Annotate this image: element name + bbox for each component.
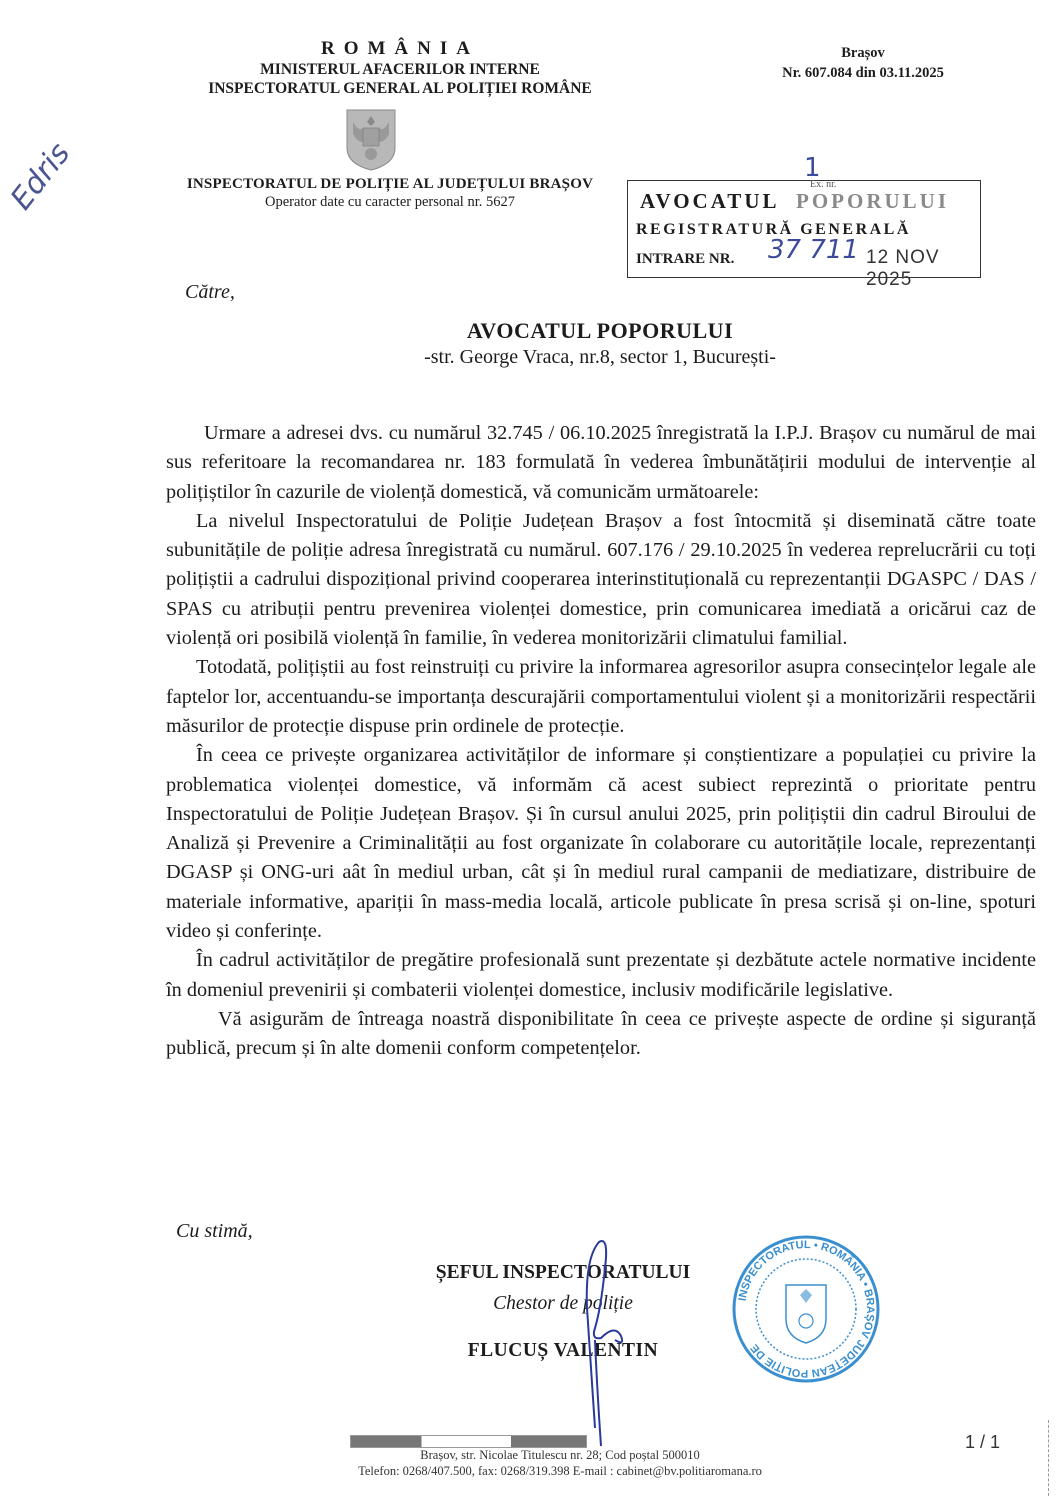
signatory-rank: Chestor de poliție [493,1293,633,1314]
body-paragraph: La nivelul Inspectoratului de Poliție Județean Brașov a fost întocmită și diseminată către toate subunitățile de poliție adresa înregistrată cu numărul. 607.176 / 29.10.2025 în vederea reprelucrării cu toți polițiștii a cadrului dispozițional privind cooperarea interinstituțională cu reprezentanții DGASPC / DAS / SPAS cu atribuții pentru prevenirea violenței domestice, prin comunicarea imediată a oricărui caz de violență ori posibilă violență în familie, în vederea monitorizării climatului familial. [166,509,1036,650]
handwritten-entry-number: 37 711 [768,235,859,265]
recipient-address: -str. George Vraca, nr.8, sector 1, București- [424,346,776,368]
footer-contact [300,1447,820,1479]
coat-of-arms-icon [345,108,397,172]
footer-address: Brașov, str. Nicolae Titulescu nr. 28; Cod poștal 500010 [420,1448,700,1462]
data-operator-number: Operator date cu caracter personal nr. 5627 [264,194,515,210]
reference-city: Brașov [841,45,885,61]
letter-body [166,419,1036,1064]
signatory-title: ȘEFUL INSPECTORATULUI [435,1262,691,1283]
signatory-name: FLUCUȘ VALENTIN [467,1340,659,1361]
stamp-entry-label: INTRARE NR. [636,251,735,267]
recipient-name: AVOCATUL POPORULUI [466,318,734,343]
stamp-title: AVOCATUL POPORULUI [640,189,949,213]
footer-phone-email: Telefon: 0268/407.500, fax: 0268/319.398 E-mail : cabinet@bv.politiaromana.ro [358,1464,762,1478]
handwritten-signature-icon [565,1228,645,1448]
recipient-block [160,318,1040,370]
registry-stamp [627,153,981,290]
letterhead-ministry: MINISTERUL AFACERILOR INTERNE [260,61,540,78]
body-paragraph: Urmare a adresei dvs. cu numărul 32.745 / 06.10.2025 înregistrată la I.P.J. Brașov cu numărul de mai sus referitoare la recomandarea nr. 183 formulată în vederea îmbunătățirii modului de intervenție al polițiștilor în cazurile de violență domestică, vă comunicăm următoarele: [166,422,1036,503]
scan-edge-line [1048,1420,1050,1496]
stamp-registry-line: REGISTRATURĂ GENERALĂ [636,221,911,238]
handwritten-copy-number: 1 [804,153,821,183]
body-paragraph: Totodată, polițiștii au fost reinstruiți cu privire la informarea agresorilor asupra consecințelor legale ale faptelor lor, accentuandu-se importanța descurajării comportamentului violent și a monitorizării respectării măsurilor de protecție dispuse prin ordinele de protecție. [166,656,1036,737]
letterhead-country: ROMÂNIA [321,38,479,59]
official-seal-icon [730,1233,882,1385]
body-paragraph: În cadrul activităților de pregătire profesională sunt prezentate și dezbătute actele normative incidente în domeniul prevenirii și combaterii violenței domestice, inclusiv modificările legislative. [166,949,1036,1001]
ex-nr-label: Ex. nr. [810,179,837,190]
svg-text:INSPECTORATUL • ROMÂNIA • BRAȘ: INSPECTORATUL • ROMÂNIA • BRAȘOV JUDEȚEAN POLIȚIE DE [736,1238,877,1380]
body-paragraph: În ceea ce privește organizarea activităților de informare și conștientizare a populației cu privire la problematica violenței domestice, vă informăm că acest subiect reprezintă o prioritate pentru Inspectoratului de Poliție Județean Brașov. Și în cursul anului 2025, prin polițiștii din cadrul Biroului de Analiză și Prevenire a Criminalității au fost organizate în colaborare cu autoritățile locale, reprezentanți DGASP și ONG-uri aât în mediul urban, cât și în mediul rural campanii de mediatizare, distribuire de materiale informative, apariții în mass-media locală, articole publicate în presa scrisă și on-line, spoturi video și conferințe. [166,744,1036,943]
page-number: 1 / 1 [965,1432,1001,1452]
handwritten-margin-note: Edris [4,136,78,217]
closing-greeting: Cu stimă, [176,1220,253,1242]
county-inspectorate-block [160,176,620,211]
salutation: Către, [185,281,235,303]
letterhead-general-inspectorate: INSPECTORATUL GENERAL AL POLIȚIEI ROMÂNE [208,80,592,97]
stamp-entry-date: 12 NOV 2025 [866,247,940,290]
reference-number: Nr. 607.084 din 03.11.2025 [782,65,944,81]
county-inspectorate-name: INSPECTORATUL DE POLIȚIE AL JUDEȚULUI BRAȘOV [186,176,594,192]
body-paragraph: Vă asigurăm de întreaga noastră disponibilitate în ceea ce privește aspecte de ordine și siguranță publică, precum și în alte domenii conform competențelor. [166,1007,1036,1060]
letterhead [150,38,650,98]
document-reference [748,43,978,83]
